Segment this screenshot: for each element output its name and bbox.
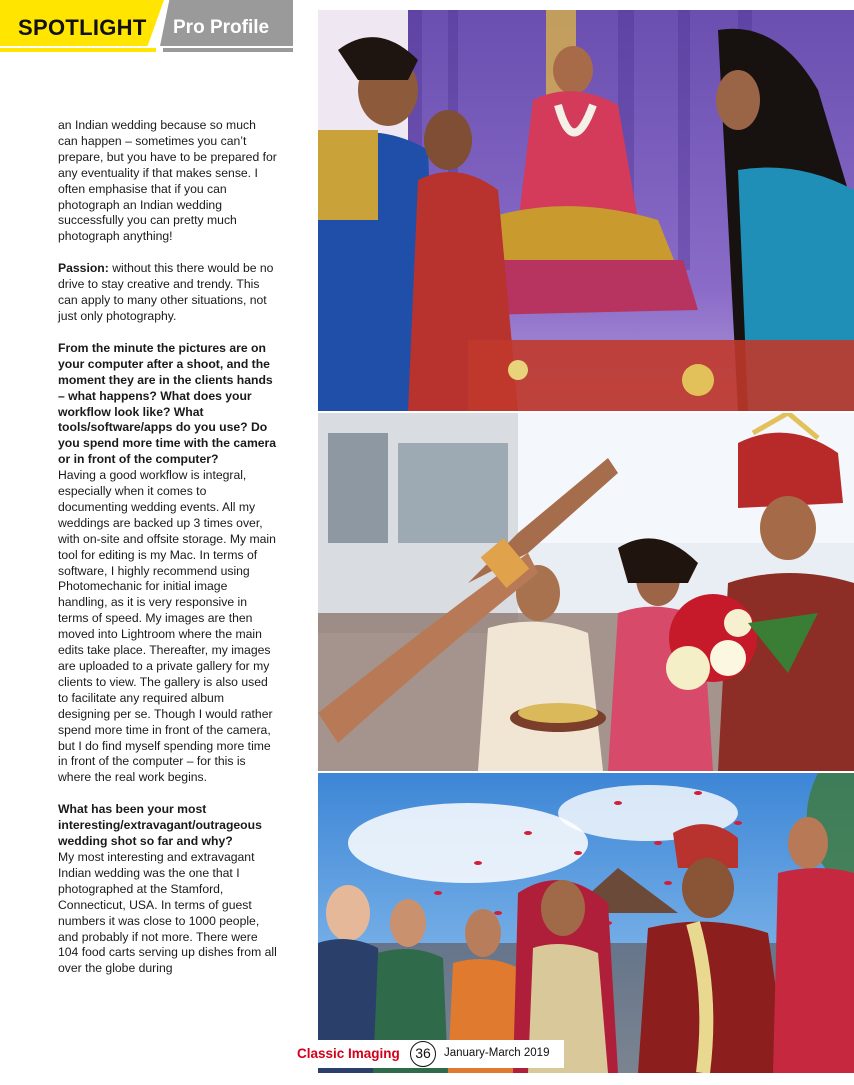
page-number: 36: [410, 1041, 436, 1067]
magazine-name: Classic Imaging: [297, 1046, 400, 1061]
question-text: What has been your most interesting/extravagant/outrageous wedding shot so far and why?: [58, 802, 262, 849]
issue-date: January-March 2019: [444, 1047, 550, 1059]
article-column: [58, 118, 278, 993]
header-rule-yellow: [0, 48, 156, 52]
section-title: SPOTLIGHT: [18, 15, 147, 40]
photo-petal-procession: [318, 773, 854, 1073]
question-text: From the minute the pictures are on your computer after a shoot, and the moment they are in the clients hands – what happens? What does your workflow look like? What tools/software/apps do you use? Do you spend more time with the camera or in front of the computer?: [58, 340, 277, 467]
paragraph-lead: Passion:: [58, 261, 109, 276]
photo-bride-ceremony: [318, 10, 854, 411]
interview-answer: Having a good workflow is integral, especially when it comes to documenting wedding events. All my weddings are backed up 3 times over, with on-site and offsite storage. My main tool for editing is my Mac. In terms of software, I highly recommend using Photomechanic for initial image handling, as it is very responsive in terms of speed. My images are then moved into Lightroom where the main edits take place. Thereafter, my images are uploaded to a private gallery for my clients to view. The gallery is also used to facilitate any required album designing per se. Though I would rather spend more time in front of the camera, but I do find myself spending more time in front of the computer – for this is where the real work begins.: [58, 468, 276, 785]
photo-groom-arrival: [318, 413, 854, 771]
interview-question: [58, 341, 278, 468]
subsection-title: Pro Profile: [173, 17, 270, 38]
header-rule-gray: [163, 48, 293, 52]
article-paragraph: [58, 261, 278, 325]
interview-answer: My most interesting and extravagant Indian wedding was the one that I photographed at the Stamford, Connecticut, USA. In terms of guest numbers it was close to 1000 people, and probably if not more. There were 104 food carts serving up dishes from all over the globe during: [58, 849, 277, 976]
interview-question: [58, 802, 278, 850]
paragraph-body: without this there would be no drive to stay creative and trendy. This can apply to many other situations, not just only photography.: [58, 261, 274, 323]
page-footer: [294, 1040, 564, 1068]
article-paragraph: an Indian wedding because so much can happen – sometimes you can’t prepare, but you have to be prepared for any eventuality if that makes sense. I often emphasise that if you can photograph an Indian wedding successfully you can pretty much photograph anything!: [58, 118, 277, 244]
